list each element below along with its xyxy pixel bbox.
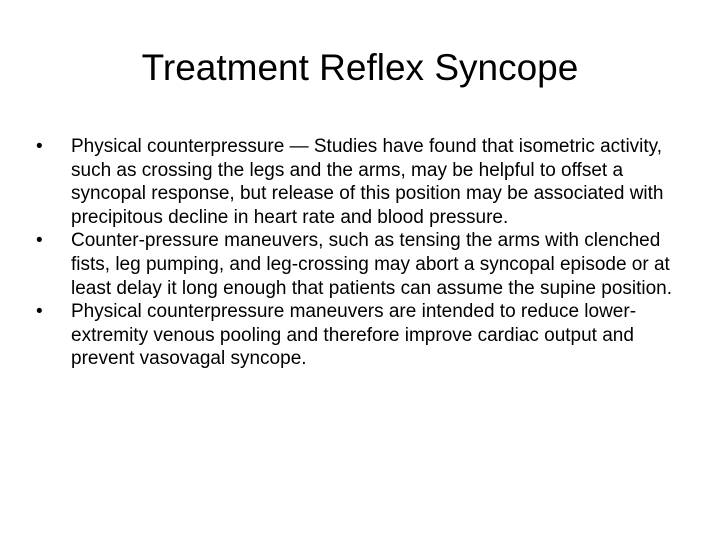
bullet-list	[36, 135, 696, 371]
bullet-item	[36, 135, 696, 229]
bullet-text: Physical counterpressure maneuvers are intended to reduce lower-extremity venous pooling and therefore improve cardiac output and prevent vasovagal syncope.	[71, 301, 637, 370]
slide-title: Treatment Reflex Syncope	[141, 47, 579, 88]
bullet-marker-icon: •	[36, 136, 43, 157]
bullet-text: Physical counterpressure — Studies have found that isometric activity, such as crossing the legs and the arms, may be helpful to offset a syncopal response, but release of this position may be associated with precipitous decline in heart rate and blood pressure.	[71, 136, 664, 228]
bullet-marker-icon: •	[36, 230, 43, 252]
bullet-text: Counter-pressure maneuvers, such as tensing the arms with clenched fists, leg pumping, and leg-crossing may abort a syncopal episode or at least delay it long enough that patients can assume the supine position.	[71, 230, 673, 299]
bullet-item	[36, 300, 696, 371]
bullet-item	[36, 229, 696, 300]
bullet-marker-icon: •	[36, 301, 43, 323]
